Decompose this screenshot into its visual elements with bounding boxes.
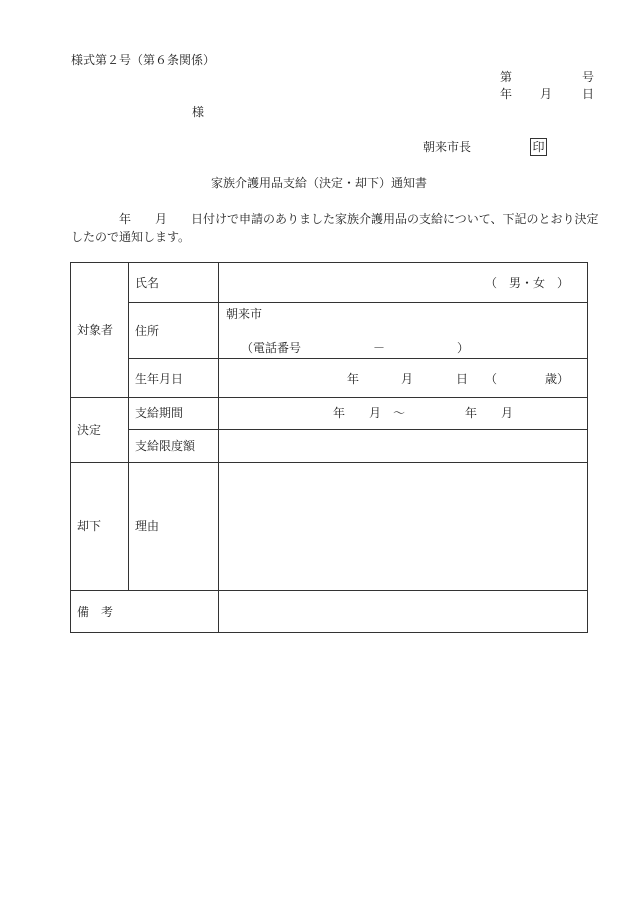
rejection-label: 却下: [77, 519, 102, 533]
document-number-suffix: 号: [582, 70, 595, 84]
document-number-prefix: 第: [500, 70, 513, 84]
birth-month: 月: [401, 372, 414, 386]
form-number: 様式第２号（第６条関係）: [71, 53, 216, 67]
payment-period-label: 支給期間: [135, 406, 184, 420]
address-label: 住所: [135, 324, 160, 338]
payment-period-value: 年 月 ～ 年 月: [333, 406, 514, 420]
document-title: 家族介護用品支給（決定・却下）通知書: [211, 176, 428, 190]
remarks-label: 備 考: [77, 605, 114, 619]
address-city: 朝来市: [226, 307, 263, 321]
birth-year: 年: [347, 372, 360, 386]
date-year: 年: [500, 87, 513, 101]
date-day: 日: [582, 87, 595, 101]
decision-label: 決定: [77, 423, 102, 437]
reason-label: 理由: [135, 519, 160, 533]
seal-box: 印: [530, 138, 547, 156]
issuer: 朝来市長: [423, 140, 472, 154]
payment-limit-label: 支給限度額: [135, 439, 196, 453]
gender-field: （ 男・女 ）: [485, 276, 570, 290]
addressee-suffix: 様: [192, 105, 205, 119]
age-field: （ 歳）: [485, 372, 570, 386]
date-month: 月: [540, 87, 553, 101]
body-paragraph: 年 月 日付けで申請のありました家族介護用品の支給について、下記のとおり決定したので通知します。: [71, 212, 599, 244]
name-label: 氏名: [135, 276, 160, 290]
phone-field: （電話番号 － ）: [241, 341, 470, 355]
birthdate-label: 生年月日: [135, 372, 184, 386]
target-person-label: 対象者: [77, 323, 114, 337]
birth-day: 日: [456, 372, 469, 386]
